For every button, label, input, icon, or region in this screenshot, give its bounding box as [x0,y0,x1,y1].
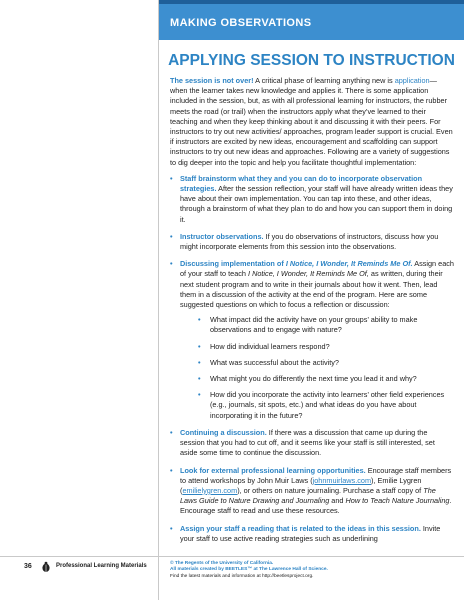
question-text: What was successful about the activity? [210,357,339,367]
copyright-line: © The Regents of the University of California. [170,561,274,566]
bullet-text: If there was a discussion that came up during the session that you had to cut off, and it seems like your staff is still interested, set aside some time to continue the discussion. [180,427,435,458]
bullet-text: Encourage staff members to attend workshops by John Muir Laws ( [180,465,452,485]
question-item [198,342,454,352]
intro-paragraph [170,76,454,168]
vertical-rule [158,0,159,600]
bullet-text: If you do observations of instructors, discuss how you might incorporate elements from this session into the observations. [180,231,439,252]
bullet-heading: Discussing implementation of [180,259,286,269]
credit-line: All materials created by BEETLES™ at The Lawrence Hall of Science. [170,567,328,573]
emilielygren-link[interactable]: emilielygren.com [182,485,238,495]
intro-text-b: —when the learner takes new knowledge and applies it. There is some application included in the session, but, as with all professional learning for instructors, the rubber meets the road (or trail) when the instructors apply what they’ve learned to their teaching and when they keep thinking about it and discussing it with their peers. For instructors to try out new activities/ approaches, program leader support is crucial. Even if instructors are excited by new ideas, encouragement and scaffolding can support instructors to try out new ideas and approaches. Following are a variety of suggestions to dig deeper into the topic and help you facilitate thoughtful implementation: [170,76,453,167]
bullet-icon: • [170,231,173,241]
bullet-text: After the session reflection, your staff will have already written ideas they have about their own implementation. You can tap into these, and other ideas, through a brainstorm of what they plan to do and how you can support them in doing it. [180,184,453,224]
list-item [170,428,454,459]
johnmuirlaws-link[interactable]: johnmuirlaws.com [312,475,372,485]
bullet-text: and [329,496,346,506]
book-title: How to Teach Nature Journaling [345,496,450,506]
bullet-text: Assign each of your staff to teach [180,259,454,279]
bullet-icon: • [170,427,173,437]
question-item [198,390,454,421]
list-item [170,174,454,225]
bullet-heading: Staff brainstorm what they and you can do to incorporate observation strategies. [180,173,423,194]
question-text: What impact did the activity have on your groups’ ability to make observations and to engage with nature? [210,315,418,335]
question-text: What might you do differently the next time you lead it and why? [210,374,417,384]
copyright-footer [170,561,460,580]
main-content [170,76,454,551]
bullet-heading: Continuing a discussion. [180,427,267,437]
bullet-icon: • [170,259,173,269]
question-list [198,315,454,421]
footer-left-label: Professional Learning Materials [56,563,147,569]
intro-highlight: application [394,76,430,85]
intro-text-a: A critical phase of learning anything new is [253,76,395,85]
bullet-icon: • [170,465,173,475]
suggestion-list [170,174,454,544]
website-line: Find the latest materials and information at http://beetlesproject.org. [170,573,314,579]
bullet-icon: • [170,173,173,183]
list-item [170,259,454,421]
list-item [170,232,454,252]
page-number: 36 [24,563,32,570]
book-title: The Laws Guide to Nature Drawing and Journaling [180,485,436,506]
bullet-text: ), or others on nature journaling. Purchase a staff copy of [237,485,424,495]
beetles-logo-icon [40,561,52,573]
question-text: How did individual learners respond? [210,341,330,351]
bullet-text: . Encourage staff to read and use these resources. [180,496,452,516]
bullet-text: as written, during their next student program and to write in their journals about how it went. Then, lead them in a discussion of the activity at the end of the program. Here are some suggested questions on which to focus a reflection or discussion: [180,269,443,310]
bullet-heading: Look for external professional learning opportunities. [180,465,366,475]
bullet-icon: • [170,523,173,533]
bullet-icon: • [198,374,201,384]
list-item [170,466,454,517]
intro-lead: The session is not over! [170,76,254,85]
bullet-heading: Instructor observations. [180,231,264,241]
bullet-text: Invite your staff to use active reading strategies such as underlining [180,523,441,543]
section-label: MAKING OBSERVATIONS [170,17,312,29]
page-title: APPLYING SESSION TO INSTRUCTION [168,52,455,69]
footer-rule [0,556,464,557]
bullet-text: ), Emilie Lygren ( [180,475,422,495]
bullet-icon: • [198,390,201,400]
bullet-text-italic: I Notice, I Wonder, It Reminds Me Of, [248,269,369,279]
bullet-heading-italic: I Notice, I Wonder, It Reminds Me Of. [285,259,413,269]
bullet-icon: • [198,341,201,351]
question-item [198,315,454,335]
question-text: How did you incorporate the activity into learners’ other field experiences (e.g., journals, sit spots, etc.) and what ideas do you have about incorporating it in the future? [210,390,445,420]
left-margin [0,0,158,600]
question-item [198,374,454,384]
question-item [198,358,454,368]
bullet-heading: Assign your staff a reading that is related to the ideas in this session. [180,523,421,533]
header-band-edge [159,0,464,4]
bullet-icon: • [198,315,201,325]
bullet-icon: • [198,357,201,367]
list-item [170,524,454,544]
